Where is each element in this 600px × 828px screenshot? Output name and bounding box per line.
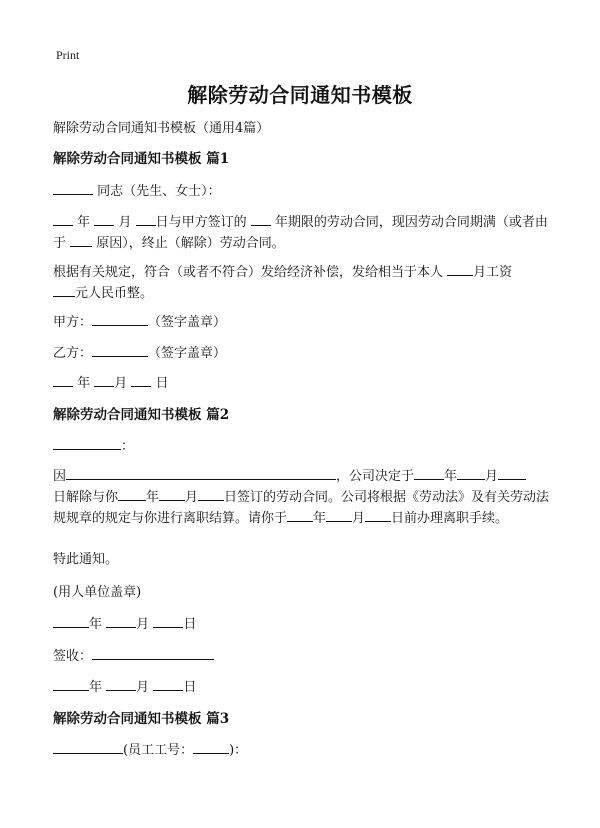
subtitle: 解除劳动合同通知书模板（通用4篇）: [53, 121, 270, 136]
employer-seal: (用人单位盖章): [53, 585, 142, 600]
section2-paragraph: 因 ，公司决定于 年 月 日解除与你 年 月 日签订的劳动合同。公司将根据《劳动法》及有关劳动法规规章的规定与你进行离职结算。请你于 年 月 日前办理离职手续。: [53, 469, 550, 526]
section1-date: 年 月 日: [53, 373, 552, 394]
section1-paragraph1: 年 月 日与甲方签订的 年期限的劳动合同，现因劳动合同期满（或者由于 原因），终止（解除）劳动合同。: [53, 215, 548, 251]
employee-id-line: (员工工号： )：: [53, 740, 552, 761]
section-heading-3: 解除劳动合同通知书模板 篇3: [53, 711, 230, 727]
addressee-line: 同志（先生、女士）：: [53, 181, 552, 202]
print-link[interactable]: Print: [56, 48, 80, 62]
name-blank: [53, 182, 93, 195]
section-heading-1: 解除劳动合同通知书模板 篇1: [53, 151, 230, 167]
sign-line: 签收：: [53, 646, 552, 667]
notice-text: 特此通知。: [53, 552, 119, 567]
party-a-line: 甲方： （签字盖章）: [53, 315, 227, 330]
page-title: 解除劳动合同通知书模板: [187, 83, 413, 107]
party-b-line: 乙方： （签字盖章）: [53, 346, 227, 361]
section2-date-2: 年 月 日: [53, 677, 552, 698]
section1-paragraph2: 根据有关规定，符合（或者不符合）发给经济补偿，发给相当于本人 月工资 元人民币整。: [53, 265, 513, 301]
section-heading-2: 解除劳动合同通知书模板 篇2: [53, 407, 230, 423]
section2-recipient: ：: [53, 436, 552, 457]
section2-date: 年 月 日: [53, 614, 552, 635]
